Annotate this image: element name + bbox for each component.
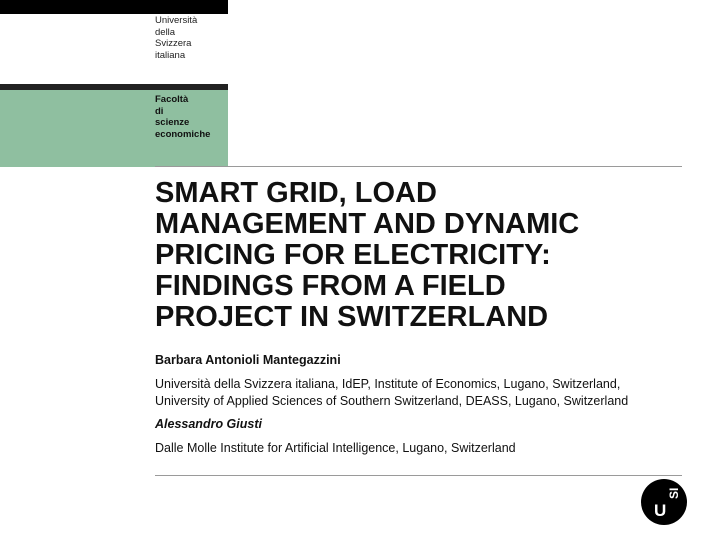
faculty-name-line: di [155,105,164,117]
faculty-name [155,94,210,140]
usi-logo [640,478,688,526]
presentation-title [155,178,685,333]
title-line: PROJECT IN SWITZERLAND [155,301,549,333]
author-affiliation-1b: University of Applied Sciences of Southern Switzerland, DEASS, Lugano, Switzerland [155,394,629,408]
faculty-name-line: Facoltà [155,94,189,105]
university-name-line: della [155,26,176,38]
author-name-1: Barbara Antonioli Mantegazzini [155,353,341,367]
author-affiliation-1a: Università della Svizzera italiana, IdEP, Institute of Economics, Lugano, Switzerland, [155,377,621,391]
title-line: MANAGEMENT AND DYNAMIC [155,208,580,240]
university-name-line: Svizzera [155,38,192,49]
top-black-bar [0,0,228,14]
author-affiliation-2: Dalle Molle Institute for Artificial Intelligence, Lugano, Switzerland [155,441,516,455]
faculty-name-line: economiche [155,128,211,140]
top-divider [155,166,682,167]
university-name [155,15,197,61]
title-line: FINDINGS FROM A FIELD [155,270,506,302]
university-name-line: italiana [155,49,186,61]
faculty-name-line: scienze [155,117,190,128]
university-name-line: Università [155,15,198,26]
logo-letters-si: SI [667,487,681,499]
author-name-2: Alessandro Giusti [155,417,262,431]
logo-letter-u: U [654,501,667,520]
title-line: PRICING FOR ELECTRICITY: [155,239,551,271]
bottom-divider [155,475,682,476]
title-line: SMART GRID, LOAD [155,177,437,209]
